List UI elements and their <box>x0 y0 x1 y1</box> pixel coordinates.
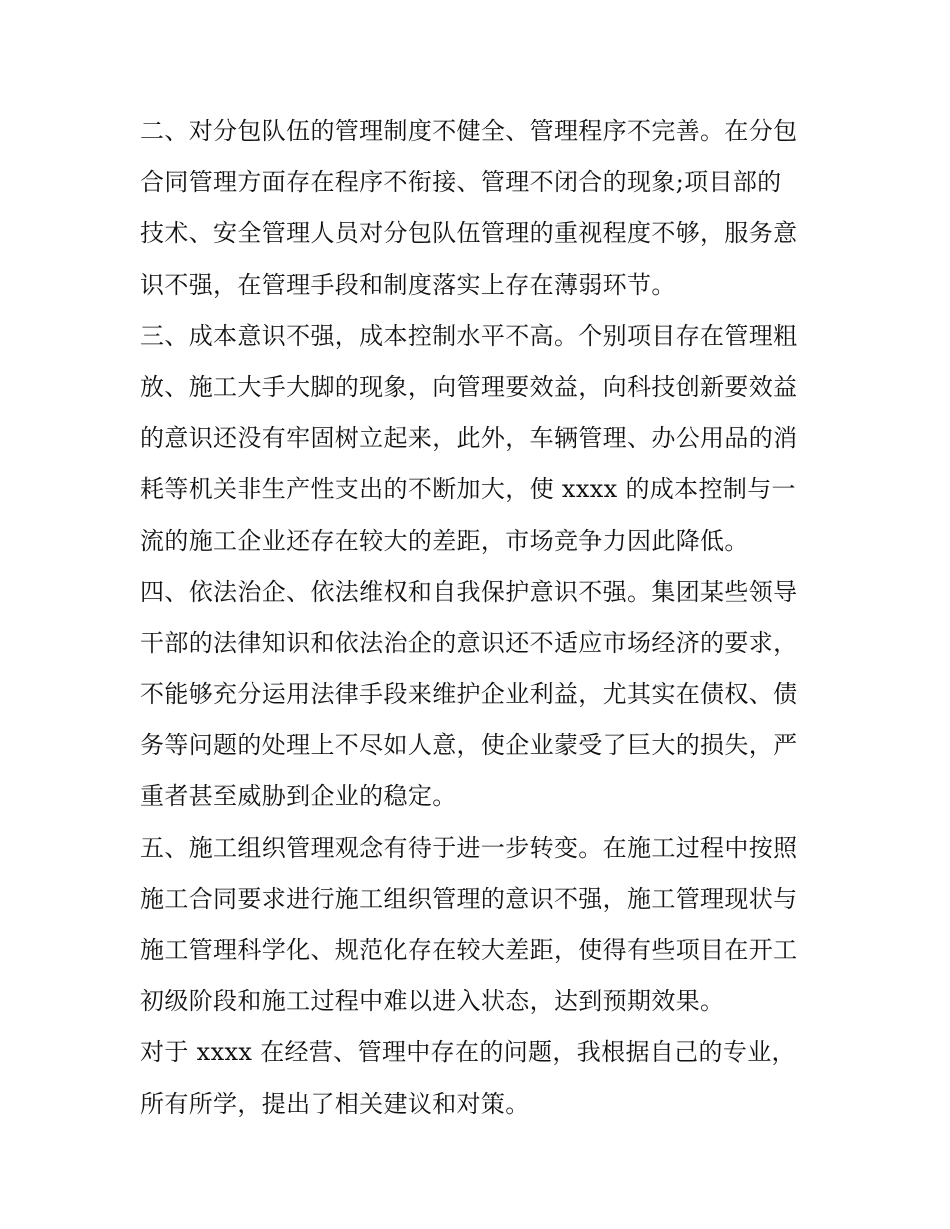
text-line: 施工管理科学化、规范化存在较大差距，使得有些项目在开工 <box>140 936 798 964</box>
text-line: 技术、安全管理人员对分包队伍管理的重视程度不够，服务意 <box>140 219 798 248</box>
text-line: 重者甚至威胁到企业的稳定。 <box>140 782 457 811</box>
text-line: 三、成本意识不强，成本控制水平不高。个别项目存在管理粗 <box>140 321 798 350</box>
text-line: 对于 xxxx 在经营、管理中存在的问题，我根据自己的专业， <box>140 1038 796 1067</box>
text-line: 五、施工组织管理观念有待于进一步转变。在施工过程中按照 <box>140 833 798 862</box>
text-line: 初级阶段和施工过程中难以进入状态，达到预期效果。 <box>140 987 725 1016</box>
text-line: 放、施工大手大脚的现象，向管理要效益，向科技创新要效益 <box>140 372 798 401</box>
document-body <box>140 106 820 1130</box>
text-line: 所有所学，提出了相关建议和对策。 <box>140 1089 530 1118</box>
text-line: 耗等机关非生产性支出的不断加大，使 xxxx 的成本控制与一 <box>140 475 796 504</box>
text-line: 流的施工企业还存在较大的差距，市场竞争力因此降低。 <box>140 526 749 555</box>
text-line: 不能够充分运用法律手段来维护企业利益，尤其实在债权、债 <box>140 680 798 709</box>
text-line: 施工合同要求进行施工组织管理的意识不强，施工管理现状与 <box>140 884 798 913</box>
text-line: 四、依法治企、依法维权和自我保护意识不强。集团某些领导 <box>140 577 798 606</box>
text-line: 二、对分包队伍的管理制度不健全、管理程序不完善。在分包 <box>140 117 798 145</box>
text-line: 识不强，在管理手段和制度落实上存在薄弱环节。 <box>140 270 676 299</box>
text-line: 合同管理方面存在程序不衔接、管理不闭合的现象;项目部的 <box>140 168 782 197</box>
text-line: 干部的法律知识和依法治企的意识还不适应市场经济的要求， <box>140 628 798 657</box>
text-line: 的意识还没有牢固树立起来，此外，车辆管理、办公用品的消 <box>140 424 798 453</box>
text-line: 务等问题的处理上不尽如人意，使企业蒙受了巨大的损失，严 <box>140 731 798 760</box>
